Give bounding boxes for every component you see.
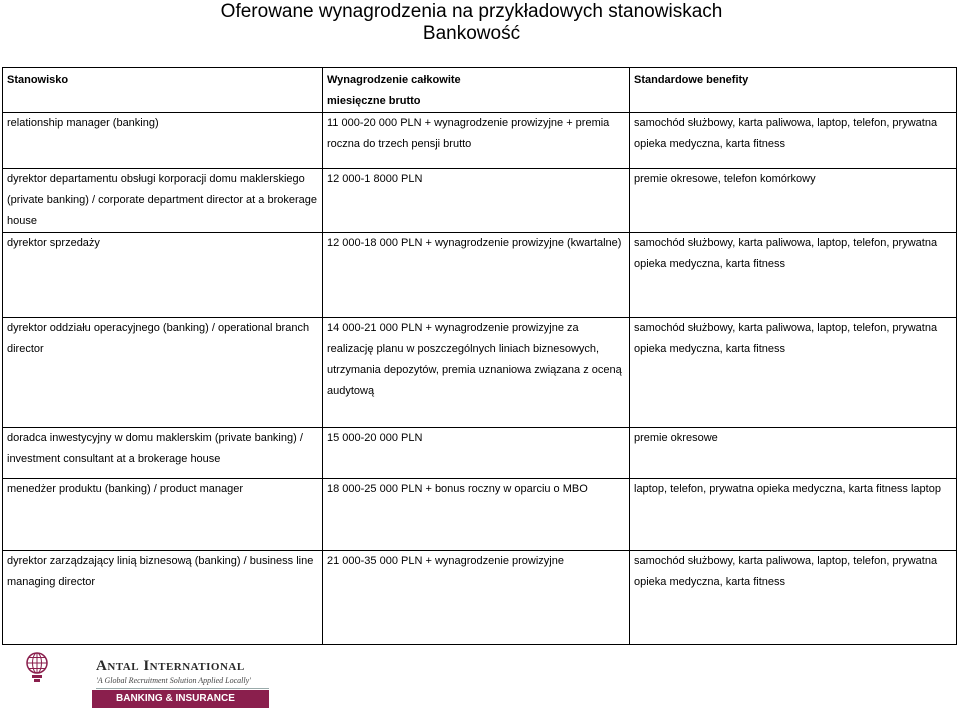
table-header-row bbox=[3, 68, 957, 113]
brand-name: Antal International bbox=[96, 658, 245, 674]
table-row bbox=[3, 169, 957, 233]
cell-salary: 12 000-1 8000 PLN bbox=[323, 169, 630, 233]
table-row bbox=[3, 233, 957, 318]
cell-position: relationship manager (banking) bbox=[3, 113, 323, 169]
cell-benefits: samochód służbowy, karta paliwowa, laptop, telefon, prywatna opieka medyczna, karta fitness bbox=[630, 113, 957, 169]
table-row bbox=[3, 318, 957, 428]
cell-salary: 18 000-25 000 PLN + bonus roczny w oparciu o MBO bbox=[323, 479, 630, 551]
sector-banner bbox=[92, 690, 269, 708]
cell-benefits: samochód służbowy, karta paliwowa, laptop, telefon, prywatna opieka medyczna, karta fitness bbox=[630, 233, 957, 318]
cell-position: dyrektor departamentu obsługi korporacji domu maklerskiego (private banking) / corporate department director at a brokerage house bbox=[3, 169, 323, 233]
page-title: Oferowane wynagrodzenia na przykładowych stanowiskach bbox=[220, 1, 723, 22]
cell-salary: 21 000-35 000 PLN + wynagrodzenie prowizyjne bbox=[323, 551, 630, 645]
cell-position: dyrektor sprzedaży bbox=[3, 233, 323, 318]
company-logo bbox=[0, 648, 290, 710]
header-position: Stanowisko bbox=[3, 68, 323, 113]
table-row bbox=[3, 479, 957, 551]
table-row bbox=[3, 551, 957, 645]
cell-benefits: samochód służbowy, karta paliwowa, laptop, telefon, prywatna opieka medyczna, karta fitness bbox=[630, 551, 957, 645]
cell-benefits: premie okresowe bbox=[630, 428, 957, 479]
cell-salary: 11 000-20 000 PLN + wynagrodzenie prowizyjne + premia roczna do trzech pensji brutto bbox=[323, 113, 630, 169]
cell-salary: 15 000-20 000 PLN bbox=[323, 428, 630, 479]
cell-position: dyrektor zarządzający linią biznesową (banking) / business line managing director bbox=[3, 551, 323, 645]
cell-salary: 12 000-18 000 PLN + wynagrodzenie prowizyjne (kwartalne) bbox=[323, 233, 630, 318]
cell-benefits: laptop, telefon, prywatna opieka medyczna, karta fitness laptop bbox=[630, 479, 957, 551]
cell-salary: 14 000-21 000 PLN + wynagrodzenie prowizyjne za realizację planu w poszczególnych liniach biznesowych, utrzymania depozytów, premia uznaniowa związana z oceną audytową bbox=[323, 318, 630, 428]
salary-table bbox=[2, 67, 957, 645]
cell-benefits: premie okresowe, telefon komórkowy bbox=[630, 169, 957, 233]
page-subtitle: Bankowość bbox=[422, 23, 521, 44]
globe-icon bbox=[26, 652, 48, 688]
header-salary: Wynagrodzenie całkowite miesięczne brutto bbox=[323, 68, 630, 113]
sector-banner-label: BANKING & INSURANCE bbox=[116, 693, 235, 704]
cell-position: menedżer produktu (banking) / product manager bbox=[3, 479, 323, 551]
table-row bbox=[3, 113, 957, 169]
cell-benefits: samochód służbowy, karta paliwowa, laptop, telefon, prywatna opieka medyczna, karta fitness bbox=[630, 318, 957, 428]
header-benefits: Standardowe benefity bbox=[630, 68, 957, 113]
divider bbox=[96, 688, 269, 689]
cell-position: dyrektor oddziału operacyjnego (banking) / operational branch director bbox=[3, 318, 323, 428]
brand-tagline: 'A Global Recruitment Solution Applied Locally' bbox=[96, 676, 251, 685]
table-row bbox=[3, 428, 957, 479]
cell-position: doradca inwestycyjny w domu maklerskim (private banking) / investment consultant at a brokerage house bbox=[3, 428, 323, 479]
